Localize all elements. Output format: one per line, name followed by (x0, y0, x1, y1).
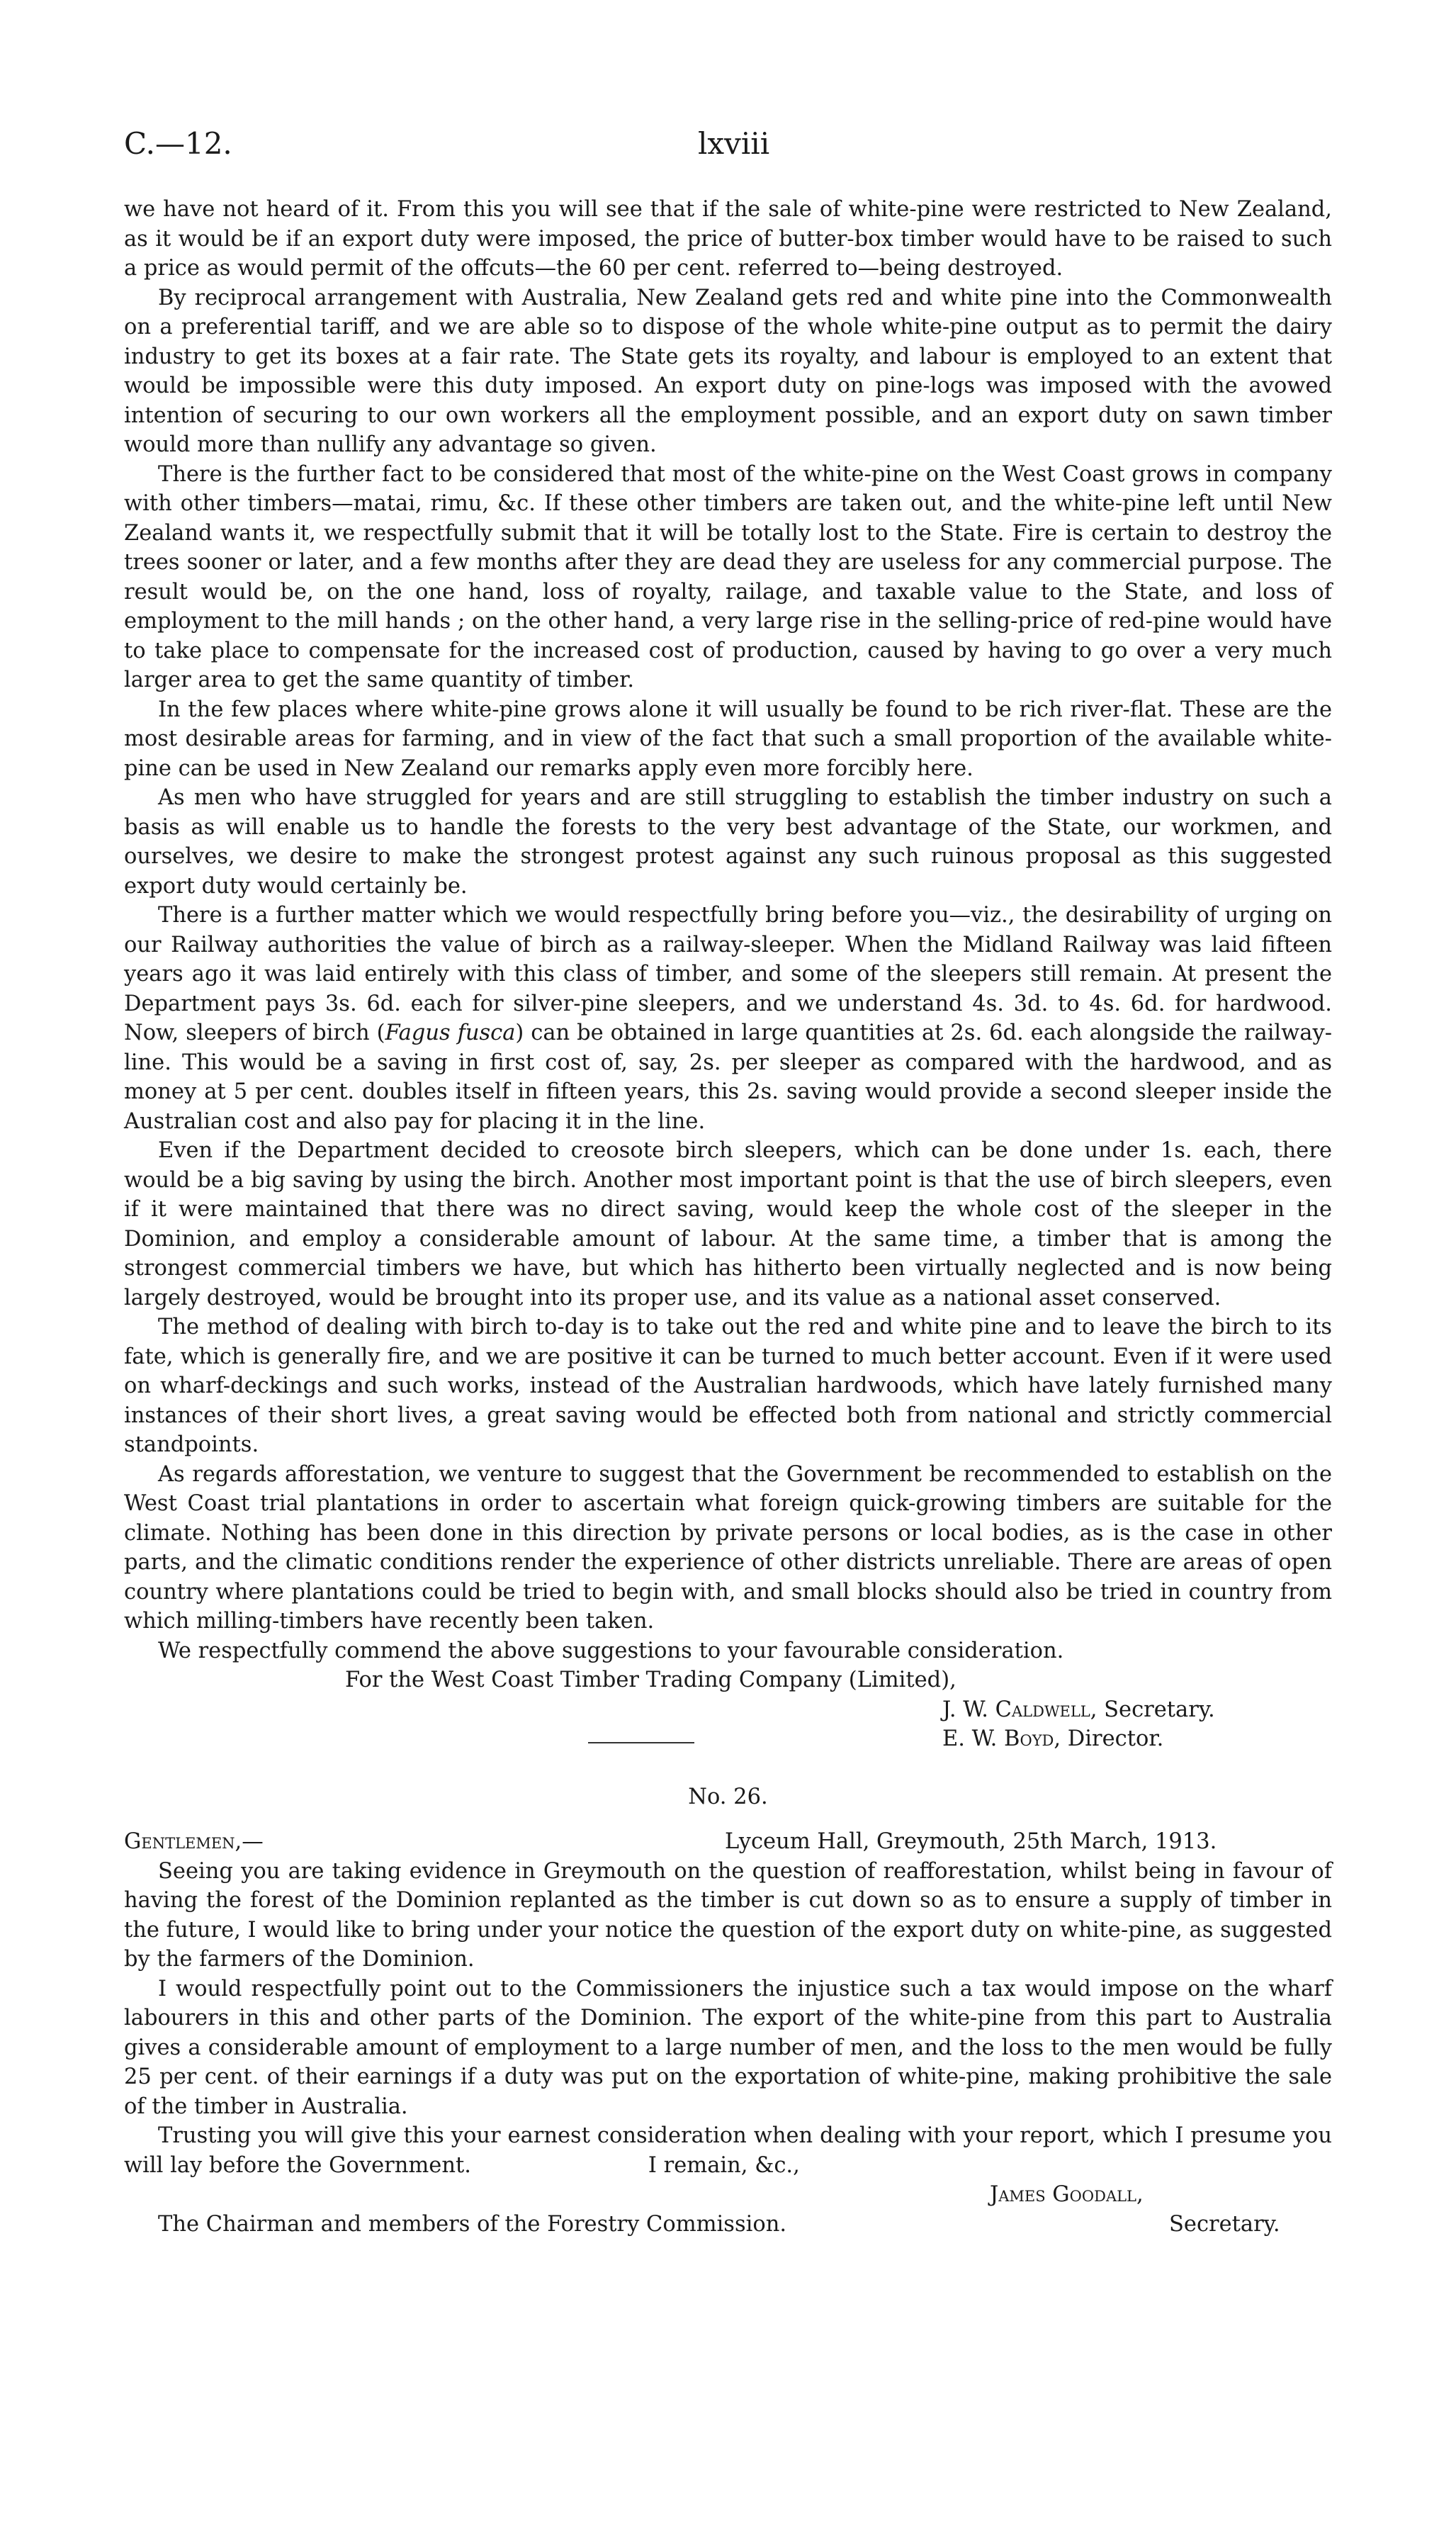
addressee: The Chairman and members of the Forestry Commission. (158, 2211, 787, 2237)
paragraph: As men who have struggled for years and are still struggling to establish the timber industry on such a basis as will enable us to handle the forests to the very best advantage of the State, our workmen, and ourselves, we desire to make the strongest protest against any such ruinous proposal as this suggested export duty would certainly be. (124, 785, 1332, 899)
signatory-title: , Secretary. (1090, 1697, 1215, 1722)
paragraph: Even if the Department decided to creosote birch sleepers, which can be done under 1s. each, there would be a big saving by using the birch. Another most important point is that the use of birch sleepers, even if it were maintained that there was no direct saving, would keep the whole cost of the sleeper in the Dominion, and employ a considerable amount of labour. At the same time, a timber that is among the strongest commercial timbers we have, but which has hitherto been virtually neglected and is now being largely destroyed, would be brought into its proper use, and its value as a national asset conserved. (124, 1138, 1332, 1310)
signature-1 (942, 1695, 1215, 1725)
italic-species-name: Fagus fusca (385, 1021, 516, 1045)
paragraph-birch-sleepers (124, 901, 1332, 1136)
letter-address-date: Lyceum Hall, Greymouth, 25th March, 1913. (725, 1829, 1217, 1854)
company-closing (124, 1665, 1332, 1695)
paragraph: The method of dealing with birch to-day is to take out the red and white pine and to leave the birch to its fate, which is generally fire, and we are positive it can be turned to much better account. Even if it were used on wharf-deckings and such works, instead of the Australian hardwoods, which have lately furnished many instances of their short lives, a great saving would be effected both from national and strictly commercial standpoints. (124, 1315, 1332, 1457)
paragraph (124, 2121, 1332, 2180)
divider-rule (588, 1727, 694, 1757)
signature-2 (942, 1724, 1163, 1754)
text-run: Trusting you will give this your earnest consideration when dealing with your report, which I presume you will lay before the Government. (124, 2123, 1332, 2178)
document-reference: C.—12. (124, 126, 232, 161)
signatory-title: , Director. (1054, 1726, 1164, 1751)
signatory-name: J. W. Caldwell (942, 1697, 1090, 1722)
paragraph: I would respectfully point out to the Commissioners the injustice such a tax would impose on the wharf labourers in this and other parts of the Dominion. The export of the white-pine from this part to Australia gives a considerable amount of employment to a large number of men, and the loss to the men would be fully 25 per cent. of their earnings if a duty was put on the exportation of white-pine, making prohibitive the sale of the timber in Australia. (124, 1976, 1332, 2119)
salutation: Gentlemen,— (124, 1829, 264, 1854)
paragraph: We respectfully commend the above suggestions to your favourable consideration. (158, 1638, 1064, 1663)
closing-remain: I remain, &c., (648, 2152, 800, 2178)
salutation-line (124, 1827, 1332, 1857)
signatory-title: Secretary. (1169, 2211, 1280, 2237)
paragraph: Seeing you are taking evidence in Greymouth on the question of reafforestation, whilst being in favour of having the forest of the Dominion replanted as the timber is cut down so as to ensure a supply of timber in the future, I would like to bring under your notice the question of the export duty on white-pine, as suggested by the farmers of the Dominion. (124, 1858, 1332, 1972)
signatory-name: James Goodall, (990, 2182, 1144, 2207)
signature-line-2 (124, 1724, 1332, 1754)
signatory-line (124, 2180, 1332, 2210)
text-run: There is a further matter which we would respectfully bring before you—viz., the desirability of urging on our Railway authorities the value of birch as a railway-sleeper. When the Midland Railway was laid fifteen years ago it was laid entirely with this class of timber, and some of the sleepers still remain. At present the Department pays 3s. 6d. each for silver-pine sleepers, and we understand 4s. 3d. to 4s. 6d. for hardwood. Now, sleepers of birch ( (124, 903, 1332, 1045)
paragraph: In the few places where white-pine grows alone it will usually be found to be rich river-flat. These are the most desirable areas for farming, and in view of the fact that such a small proportion of the available white-pine can be used in New Zealand our remarks apply even more forcibly here. (124, 697, 1332, 781)
signatory-name: E. W. Boyd (942, 1726, 1054, 1751)
paragraph: As regards afforestation, we venture to suggest that the Government be recommended to establish on the West Coast trial plantations in order to ascertain what foreign quick-growing timbers are suitable for the climate. Nothing has been done in this direction by private persons or local bodies, as is the case in other parts, and the climatic conditions render the experience of other districts unreliable. There are areas of open country where plantations could be tried to begin with, and small blocks should also be tried in country from which milling-timbers have recently been taken. (124, 1461, 1332, 1634)
document-body (124, 195, 1332, 2239)
page-number: lxviii (698, 126, 770, 161)
page-header (124, 126, 1456, 169)
company-name: For the West Coast Timber Trading Company (Limited), (345, 1668, 956, 1692)
addressee-line (124, 2210, 1332, 2240)
letter-number: No. 26. (688, 1784, 768, 1809)
paragraph: we have not heard of it. From this you will see that if the sale of white-pine were restricted to New Zealand, as it would be if an export duty were imposed, the price of butter-box timber would have to be raised to such a price as would permit of the offcuts—the 60 per cent. referred to—being destroyed. (124, 197, 1332, 281)
text-run: ) can be obtained in large quantities at 2s. 6d. each alongside the railway-line. This would be a saving in first cost of, say, 2s. per sleeper as compared with the hardwood, and as money at 5 per cent. doubles itself in fifteen years, this 2s. saving would provide a second sleeper inside the Australian cost and also pay for placing it in the line. (124, 1021, 1333, 1134)
paragraph: By reciprocal arrangement with Australia, New Zealand gets red and white pine into the Commonwealth on a preferential tariff, and we are able so to dispose of the whole white-pine output as to permit the dairy industry to get its boxes at a fair rate. The State gets its royalty, and labour is employed to an extent that would be impossible were this duty imposed. An export duty on pine-logs was imposed with the avowed intention of securing to our own workers all the employment possible, and an export duty on sawn timber would more than nullify any advantage so given. (124, 285, 1332, 457)
signature-line-1 (124, 1695, 1332, 1725)
paragraph: There is the further fact to be considered that most of the white-pine on the West Coast grows in company with other timbers—matai, rimu, &c. If these other timbers are taken out, and the white-pine left until New Zealand wants it, we respectfully submit that it will be totally lost to the State. Fire is certain to destroy the trees sooner or later, and a few months after they are dead they are useless for any commercial purpose. The result would be, on the one hand, loss of royalty, railage, and taxable value to the State, and loss of employment to the mill hands ; on the other hand, a very large rise in the selling-price of red-pine would have to take place to compensate for the increased cost of production, caused by having to go over a very much larger area to get the same quantity of timber. (124, 461, 1332, 692)
